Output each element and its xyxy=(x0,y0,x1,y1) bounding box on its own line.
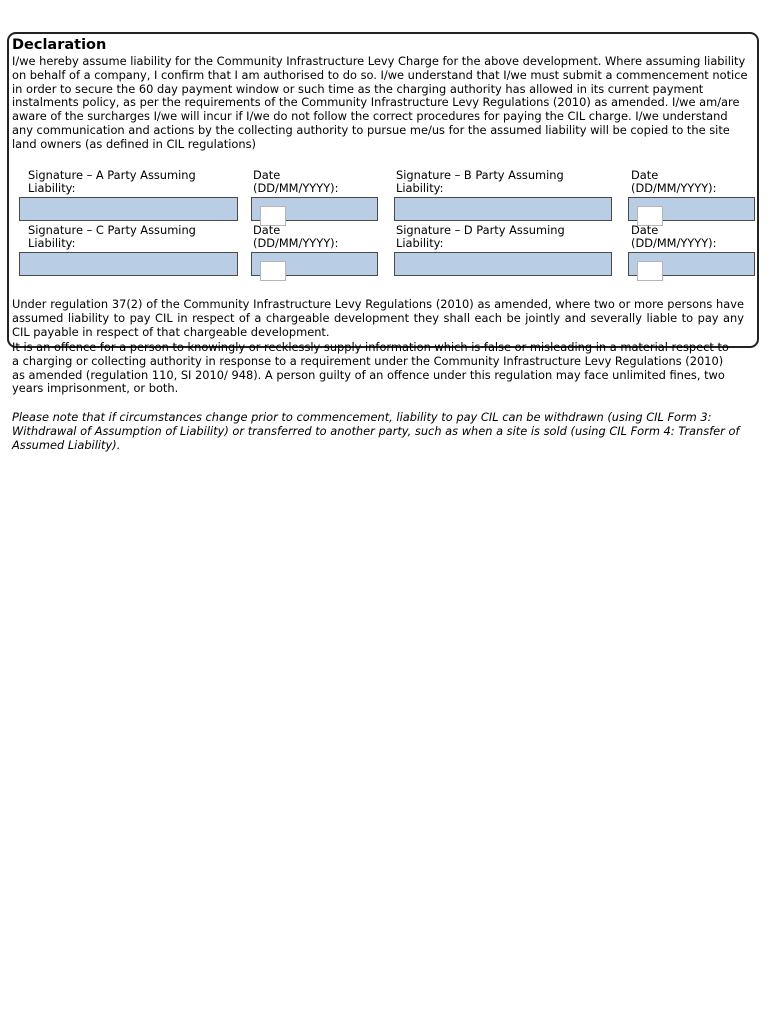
date-b-label: Date (DD/MM/YYYY): xyxy=(631,168,717,195)
signature-c-field[interactable] xyxy=(19,252,238,276)
signature-b-field[interactable] xyxy=(394,197,612,221)
signature-a-label: Signature – A Party Assuming Liability: xyxy=(28,168,196,195)
date-c-field[interactable] xyxy=(251,252,378,276)
declaration-title: Declaration xyxy=(12,37,107,53)
signature-d-field[interactable] xyxy=(394,252,612,276)
signature-d-label: Signature – D Party Assuming Liability: xyxy=(396,223,565,250)
date-d-field[interactable] xyxy=(628,252,755,276)
signature-b-label: Signature – B Party Assuming Liability: xyxy=(396,168,564,195)
signature-c-label: Signature – C Party Assuming Liability: xyxy=(28,223,196,250)
date-d-entry-box[interactable] xyxy=(637,261,663,281)
date-c-entry-box[interactable] xyxy=(260,261,286,281)
date-a-field[interactable] xyxy=(251,197,378,221)
signature-a-field[interactable] xyxy=(19,197,238,221)
date-d-label: Date (DD/MM/YYYY): xyxy=(631,223,717,250)
date-b-field[interactable] xyxy=(628,197,755,221)
date-c-label: Date (DD/MM/YYYY): xyxy=(253,223,339,250)
declaration-text: I/we hereby assume liability for the Community Infrastructure Levy Charge for the above development. Where assuming liability on behalf of a company, I confirm that I am authorised to do so. I/we understand that I/we must submit a commencement notice in order to secure the 60 day payment window or such time as the charging authority has allowed in its current payment instalments policy, as per the requirements of the Community Infrastructure Levy Regulations (2010) as amended. I/we am/are aware of the surcharges I/we will incur if I/we do not follow the correct procedures for paying the CIL charge. I/we understand any communication and actions by the collecting authority to pursue me/us for the assumed liability will be copied to the site land owners (as defined in CIL regulations) xyxy=(12,54,748,151)
offence-text: It is an offence for a person to knowingly or recklessly supply information which is false or misleading in a material respect to a charging or collecting authority in response to a requirement under the Community Infrastructure Levy Regulations (2010) as amended (regulation 110, SI 2010/ 948). A person guilty of an offence under this regulation may face unlimited fines, two years imprisonment, or both. xyxy=(12,340,729,396)
regulation-text: Under regulation 37(2) of the Community Infrastructure Levy Regulations (2010) as amended, where two or more persons have assumed liability to pay CIL in respect of a chargeable development they shall each be jointly and severally liable to pay any CIL payable in respect of that chargeable development. xyxy=(12,297,744,339)
date-a-label: Date (DD/MM/YYYY): xyxy=(253,168,339,195)
note-text: Please note that if circumstances change prior to commencement, liability to pay CIL can be withdrawn (using CIL Form 3: Withdrawal of Assumption of Liability) or transferred to another party, such as when a site is sold (using CIL Form 4: Transfer of Assumed Liability). xyxy=(12,410,740,452)
